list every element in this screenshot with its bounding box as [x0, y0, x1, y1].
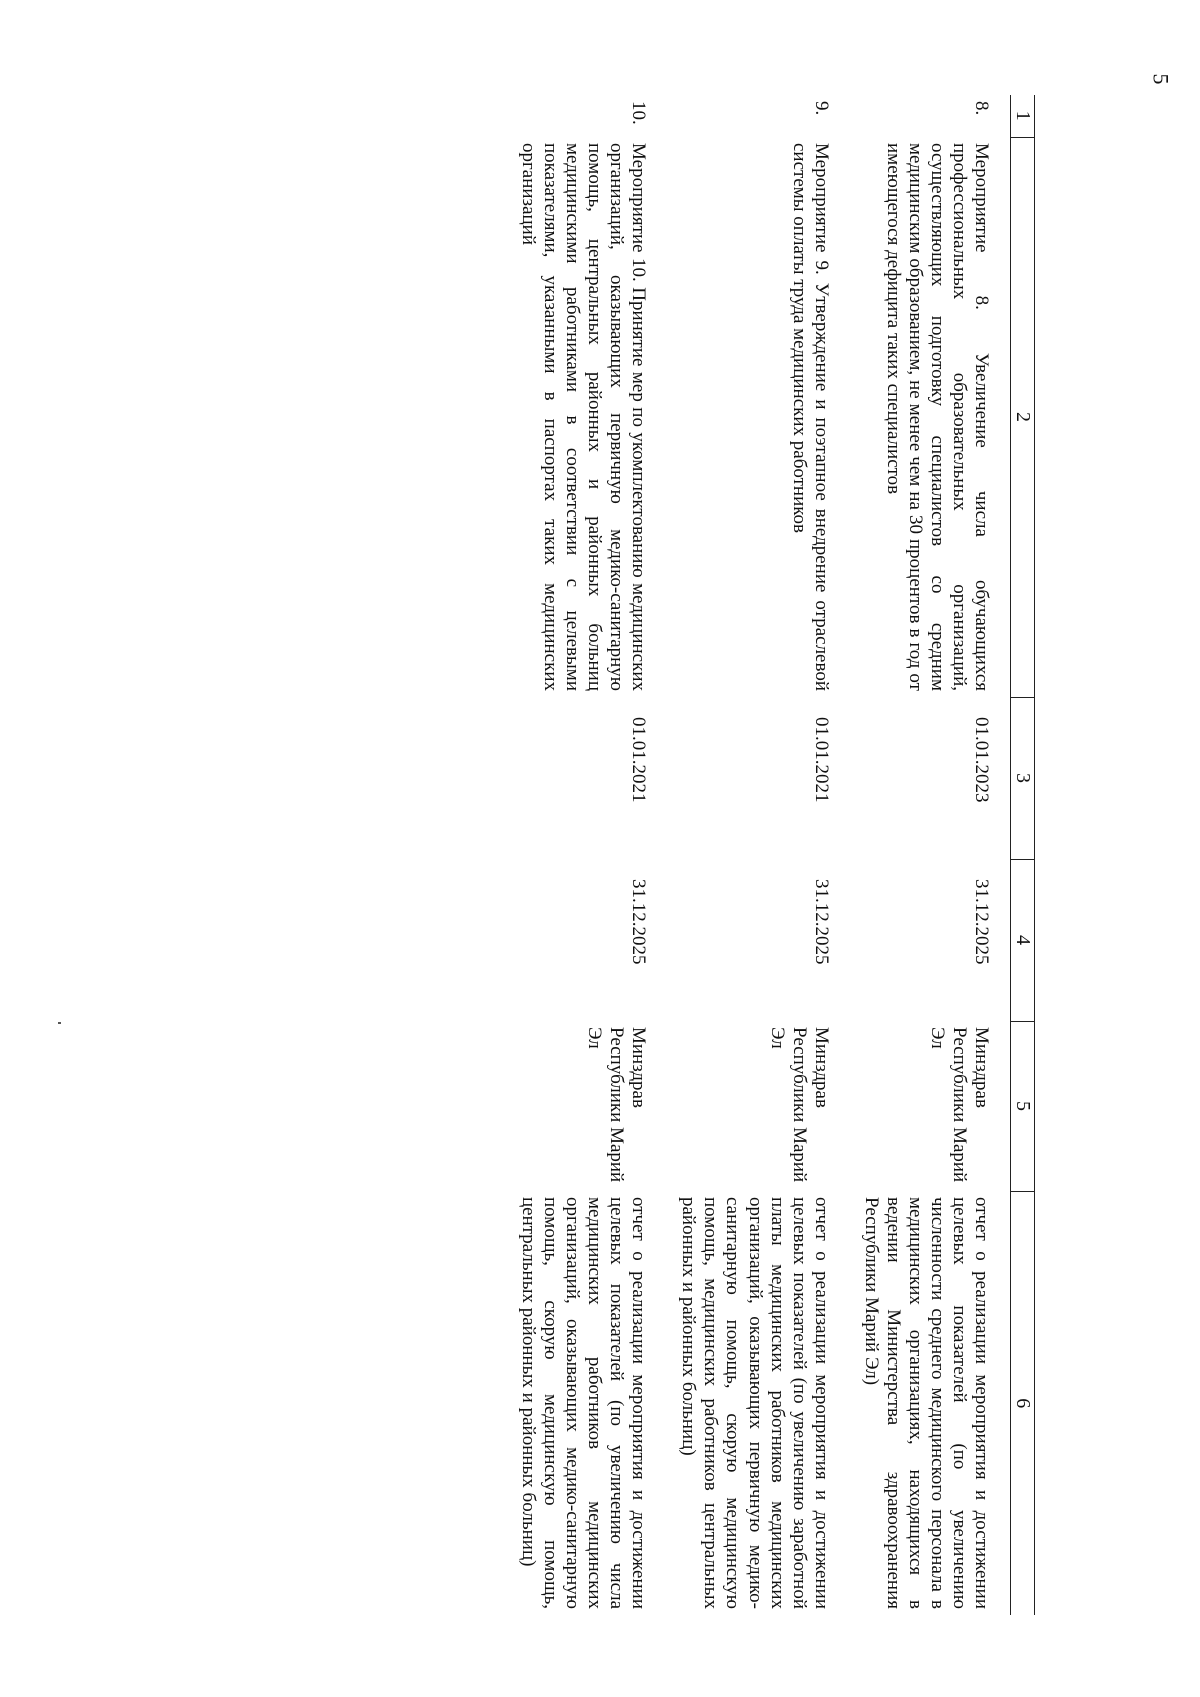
rotated-table-container [265, 95, 1035, 1615]
column-number-4: 4 [1010, 859, 1034, 1021]
expected-result: отчет о реализации мероприятия и достижении целевых показателей (по увеличению заработной платы медицинских работников медицинских организаций, оказывающих первичную медико-санитарную помощь, скорую медицинскую помощь, медицинских работников центральных районных и районных больниц) [678, 1197, 832, 1609]
end-date: 31.12.2025 [970, 879, 992, 965]
end-date: 31.12.2025 [810, 879, 832, 965]
responsible-executor: Минздрав Республики Марий Эл [926, 1027, 992, 1183]
table-row [667, 95, 849, 1615]
activity-description: Мероприятие 8. Увеличение числа обучающихся профессиональных образовательных организаций, осуществляющих подготовку специалистов со средним медицинским образованием, не менее чем на 30 процентов в год от имеющегося дефицита таких специалистов [882, 143, 992, 691]
column-number-6: 6 [1010, 1191, 1034, 1615]
column-number-row [1010, 95, 1034, 1615]
table-row [507, 95, 667, 1615]
row-number: 8. [970, 101, 992, 116]
row-number: 10. [628, 101, 650, 125]
column-number-2: 2 [1010, 137, 1034, 697]
page-number: 5 [1148, 73, 1174, 85]
expected-result: отчет о реализации мероприятия и достижении целевых показателей (по увеличению численности среднего медицинского персонала в медицинских организациях, находящихся в ведении Министерства здравоохранения Республики Марий Эл) [860, 1197, 992, 1609]
responsible-executor: Минздрав Республики Марий Эл [584, 1027, 650, 1183]
row-number: 9. [810, 101, 832, 116]
scan-mark [58, 1022, 61, 1024]
activities-table [507, 95, 1035, 1615]
table-row [850, 95, 1011, 1615]
start-date: 01.01.2021 [810, 717, 832, 803]
start-date: 01.01.2023 [970, 717, 992, 803]
activity-description: Мероприятие 9. Утверждение и поэтапное внедрение отраслевой системы оплаты труда медицинских работников [788, 143, 832, 691]
column-number-5: 5 [1010, 1021, 1034, 1191]
responsible-executor: Минздрав Республики Марий Эл [766, 1027, 832, 1183]
end-date: 31.12.2025 [628, 879, 650, 965]
start-date: 01.01.2021 [628, 717, 650, 803]
column-number-1: 1 [1010, 95, 1034, 137]
column-number-3: 3 [1010, 697, 1034, 859]
activity-description: Мероприятие 10. Принятие мер по укомплектованию медицинских организаций, оказывающих первичную медико-санитарную помощь, центральных районных и районных больниц медицинскими работниками в соответствии с целевыми показателями, указанными в паспортах таких медицинских организаций [518, 143, 650, 691]
expected-result: отчет о реализации мероприятия и достижении целевых показателей (по увеличению числа медицинских работников медицинских организаций, оказывающих медико-санитарную помощь, скорую медицинскую помощь, центральных районных и районных больниц) [518, 1197, 650, 1609]
